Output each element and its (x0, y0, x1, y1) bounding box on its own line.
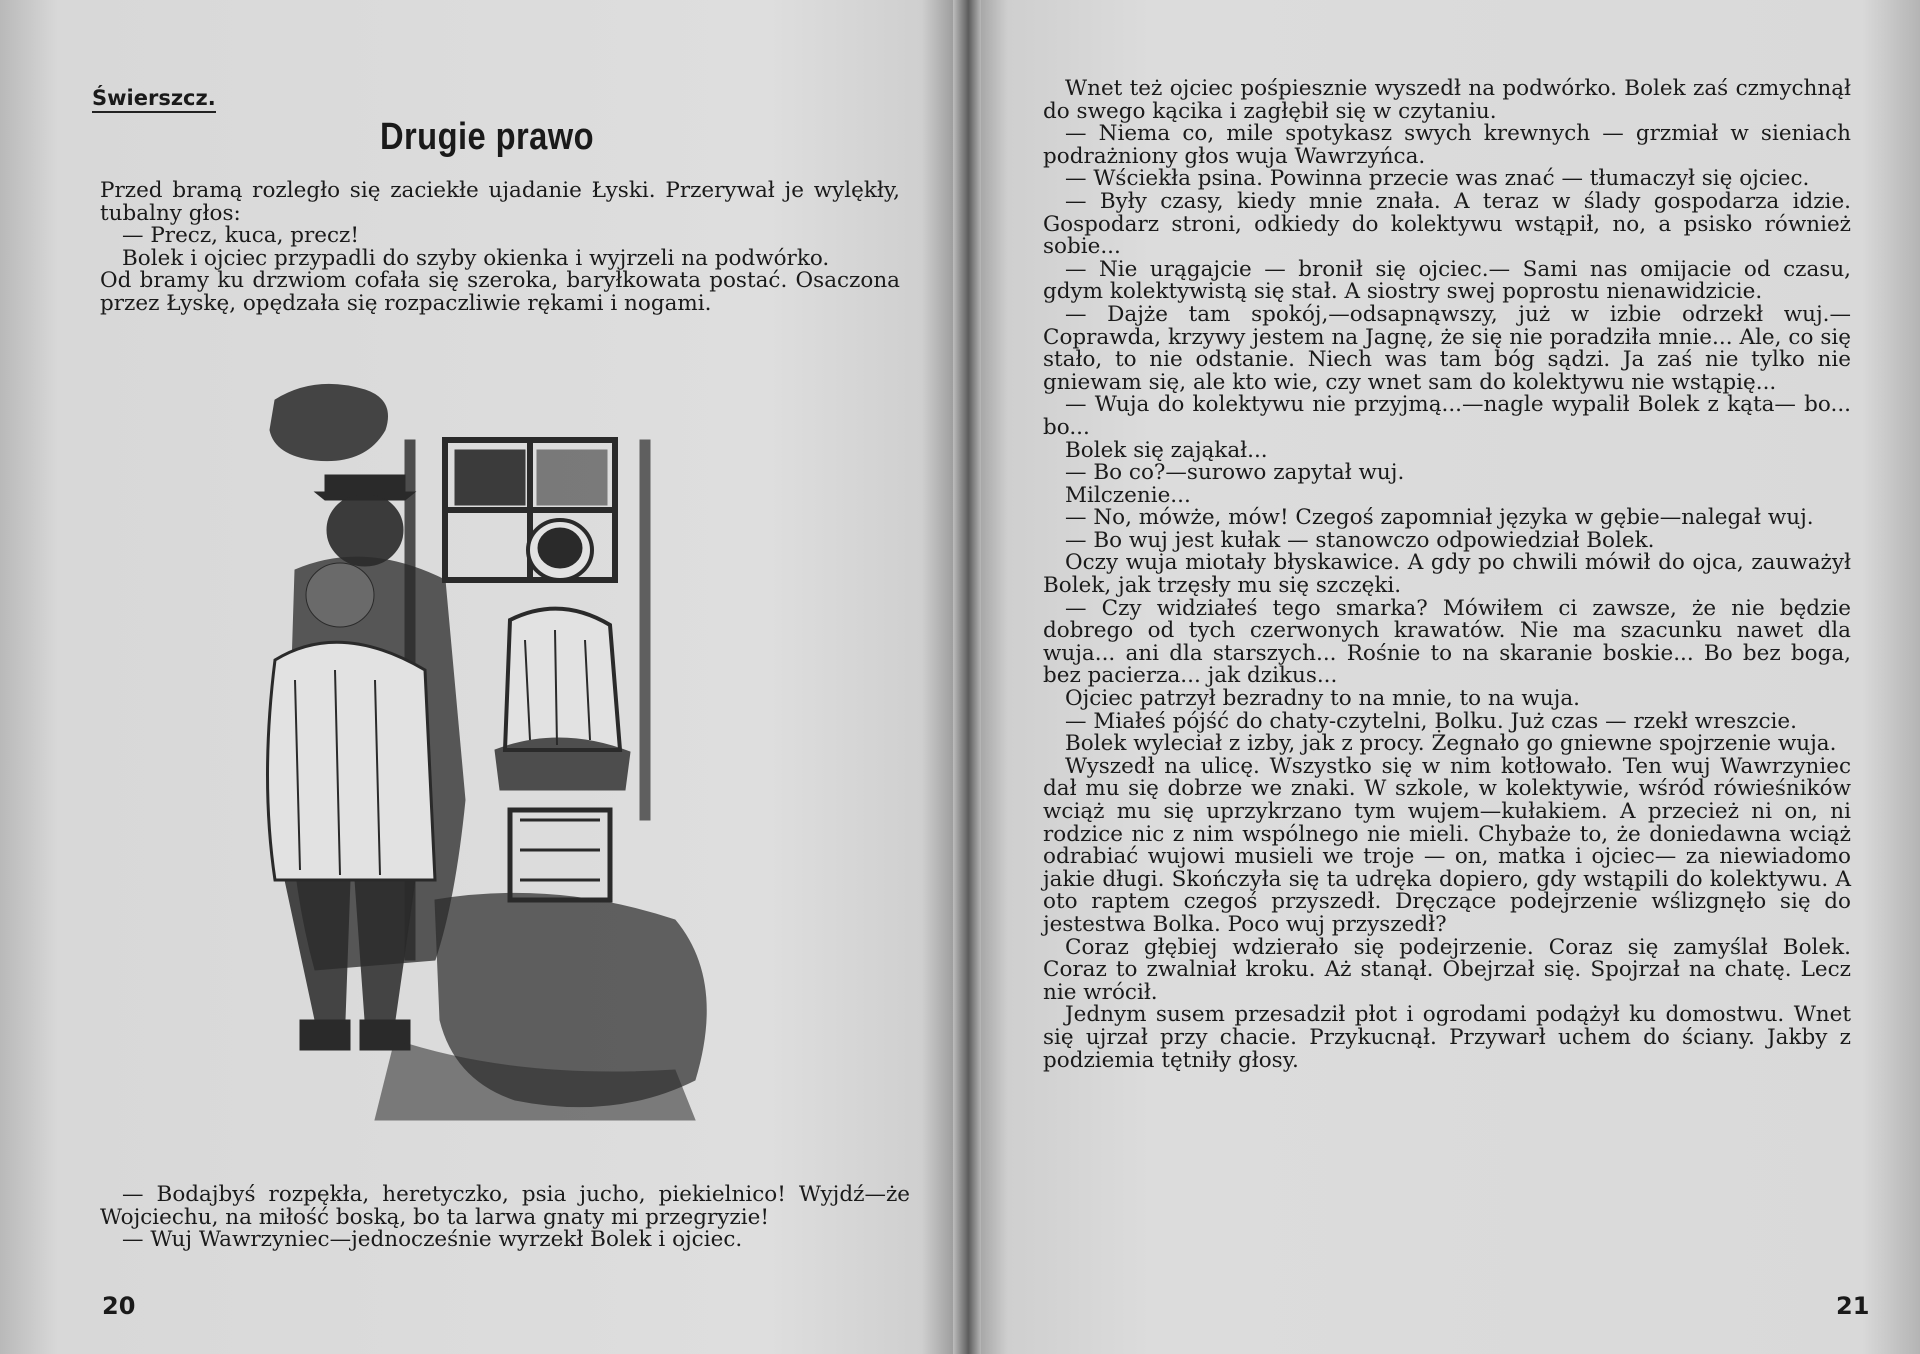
paragraph: — Bodajbyś rozpękła, heretyczko, psia jucho, piekielnico! Wyjdź—że Wojciechu, na miłość boską, bo ta larwa gnaty mi przegryzie! (100, 1182, 910, 1230)
paragraph: Bolek i ojciec przypadli do szyby okienka i wyjrzeli na podwórko. (122, 245, 830, 271)
paragraph: — Wuja do kolektywu nie przyjmą...—nagle wypalił Bolek z kąta— bo... bo... (1043, 392, 1851, 440)
woodcut-illustration (255, 380, 765, 1140)
chapter-title: Drugie prawo (380, 116, 594, 158)
paragraph: Coraz głębiej wdzierało się podejrzenie. Coraz się zamyślał Bolek. Coraz to zwalniał kroku. Aż stanął. Obejrzał się. Spojrzał na chatę. Lecz nie wrócił. (1043, 934, 1851, 1005)
paragraph: — Były czasy, kiedy mnie znała. A teraz w ślady gospodarza idzie. Gospodarz stroni, odkiedy do kolektywu wstąpił, no, a psisko również sobie... (1043, 188, 1851, 260)
paragraph: Od bramy ku drzwiom cofała się szeroka, baryłkowata postać. Osaczona przez Łyskę, opędzała się rozpaczliwie rękami i nogami. (100, 268, 900, 316)
paragraph: — Precz, kuca, precz! (122, 223, 360, 249)
paragraph: — Wuj Wawrzyniec—jednocześnie wyrzekł Bolek i ojciec. (122, 1227, 743, 1253)
left-page-top-text (100, 180, 900, 316)
paragraph: Ojciec patrzył bezradny to na mnie, to na wuja. (1065, 686, 1580, 712)
paragraph: Przed bramą rozległo się zaciekłe ujadanie Łyski. Przerywał je wylękły, tubalny głos: (100, 178, 900, 226)
paragraph: — Czy widziałeś tego smarka? Mówiłem ci zawsze, że nie będzie dobrego od tych czerwonych krawatów. Nie ma szacunku nawet dla wuja... ani dla starszych... Rośnie to na skaranie boskie... Bo bez boga, bez pacierza... jak dzikus... (1043, 595, 1851, 689)
page-number-right: 21 (1836, 1292, 1870, 1320)
paragraph: — Bo co?—surowo zapytał wuj. (1065, 460, 1405, 486)
left-page-bottom-text (100, 1184, 910, 1252)
paragraph: Wyszedł na ulicę. Wszystko się w nim kotłowało. Ten wuj Wawrzyniec dał mu się dobrze we znaki. W szkole, w kolektywie, wśród rówieśników wciąż mu się uprzykrzano tym wujem—kułakiem. A przecież ni on, ni rodzice nic z nim wspólnego nie mieli. Chybaże to, że doniedawna wciąż odrabiać wujowi musieli we troje — on, matka i ojciec— za niewiadomo jakie długi. Skończyła się ta udręka dopiero, gdy wstąpili do kolektywu. A oto raptem czegoś przyszedł. Dręczące podejrzenie wślizgnęło się do jestestwa Bolka. Poco wuj przyszedł? (1043, 753, 1851, 937)
paragraph: — Bo wuj jest kułak — stanowczo odpowiedział Bolek. (1065, 527, 1655, 553)
paragraph: Bolek się zająkał... (1065, 437, 1268, 463)
paragraph: — Dajże tam spokój,—odsapnąwszy, już w izbie odrzekł wuj.—Coprawda, krzywy jestem na Jagnę, że się nie poradziła mnie... Ale, co się stało, to nie odstanie. Niech was tam bóg sądzi. Ja zaś nie tylko nie gniewam się, ale kto wie, czy wnet sam do kolektywu nie wstąpię... (1043, 301, 1851, 395)
right-page-text (1043, 78, 1851, 1072)
paragraph: — No, mówże, mów! Czegoś zapomniał języka w gębie—nalegał wuj. (1065, 505, 1814, 531)
paragraph: Wnet też ojciec pośpiesznie wyszedł na podwórko. Bolek zaś czmychnął do swego kącika i zagłębił się w czytaniu. (1043, 76, 1851, 124)
running-head: Świerszcz. (92, 86, 216, 113)
paragraph: Bolek wyleciał z izby, jak z procy. Żegnało go gniewne spojrzenie wuja. (1065, 731, 1837, 757)
paragraph: Jednym susem przesadził płot i ogrodami podążył ku domostwu. Wnet się ujrzał przy chacie. Przykucnął. Przywarł uchem do ściany. Jakby z podziemia tętniły głosy. (1043, 1002, 1851, 1073)
paragraph: — Miałeś pójść do chaty-czytelni, Bolku. Już czas — rzekł wreszcie. (1065, 708, 1797, 734)
paragraph: — Niema co, mile spotykasz swych krewnych — grzmiał w sieniach podrażniony głos wuja Wawrzyńca. (1043, 121, 1851, 169)
paragraph: — Nie urągajcie — bronił się ojciec.— Sami nas omijacie od czasu, gdym kolektywistą się stał. A siostry swej poprostu nienawidzicie. (1043, 256, 1851, 305)
paragraph: — Wściekła psina. Powinna przecie was znać — tłumaczył się ojciec. (1065, 166, 1810, 192)
paragraph: Oczy wuja miotały błyskawice. A gdy po chwili mówił do ojca, zauważył Bolek, jak trzęsły mu się szczęki. (1043, 550, 1851, 599)
paragraph: Milczenie... (1065, 482, 1191, 508)
page-number-left: 20 (102, 1292, 136, 1320)
